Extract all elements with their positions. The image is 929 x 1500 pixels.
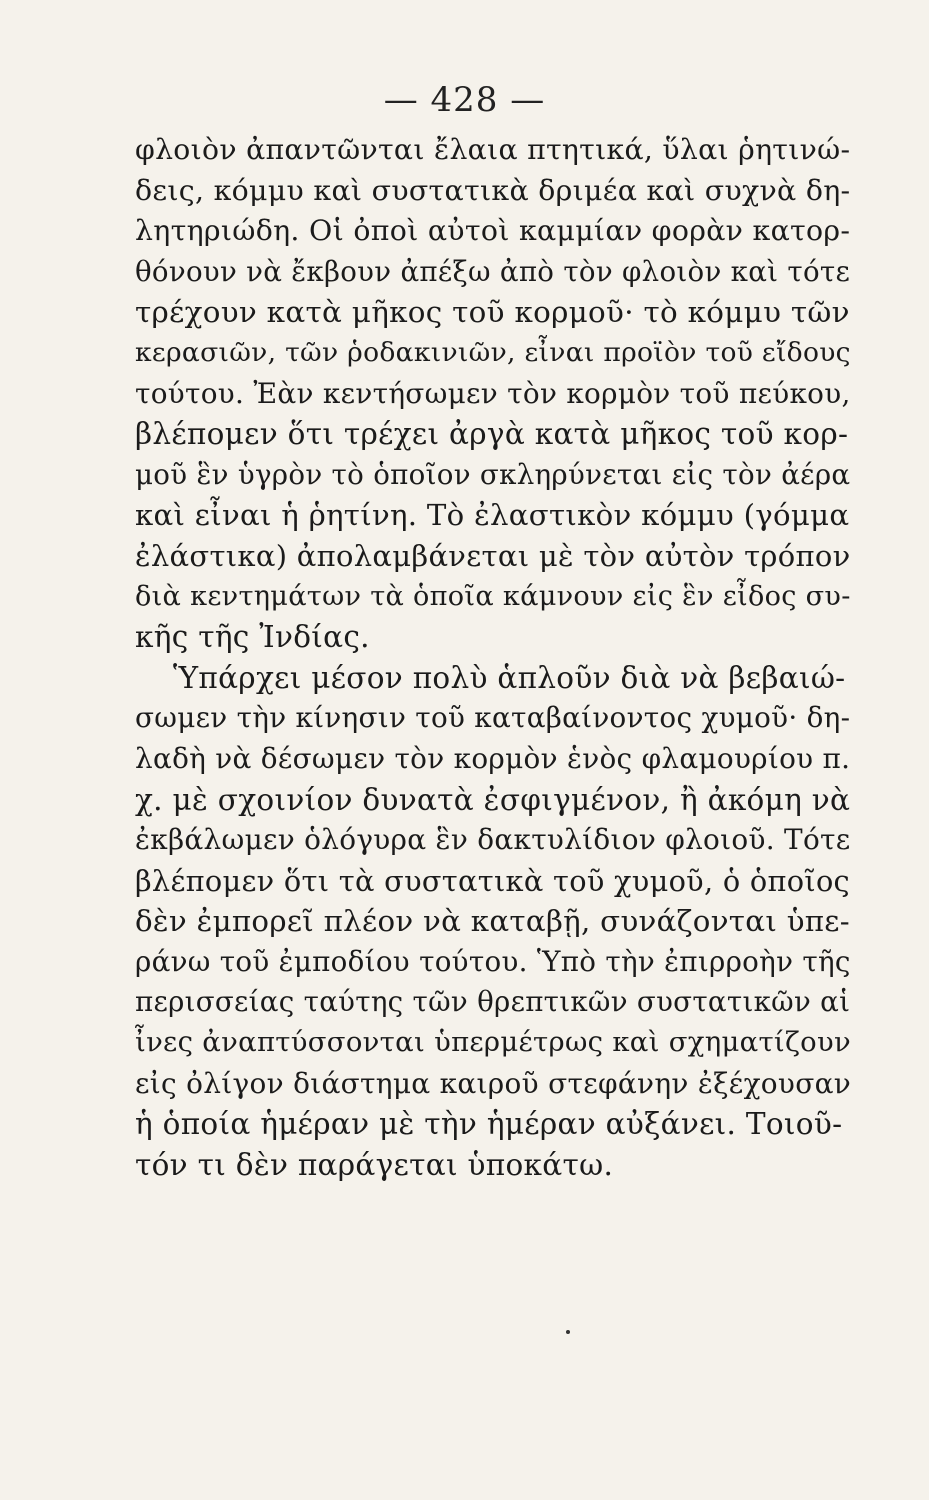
text-line: κερασιῶν, τῶν ῥοδακινιῶν, εἶναι προϊὸν τοῦ εἴδους — [135, 336, 851, 368]
text-line: ἡ ὁποία ἡμέραν μὲ τὴν ἡμέραν αὐξάνει. Τοιοῦ- — [135, 1107, 843, 1142]
page-number: — 428 — — [383, 80, 546, 120]
text-line: ράνω τοῦ ἐμποδίου τούτου. Ὑπὸ τὴν ἐπιρροὴν τῆς — [135, 944, 851, 978]
text-line: ἐκβάλωμεν ὁλόγυρα ἓν δακτυλίδιον φλοιοῦ. Τότε — [135, 823, 851, 857]
text-line: ἐλάστικα) ἀπολαμβάνεται μὲ τὸν αὐτὸν τρόπον — [135, 538, 851, 573]
text-line: τόν τι δὲν παράγεται ὑποκάτω. — [135, 1147, 614, 1182]
text-line: βλέπομεν ὅτι τὰ συστατικὰ τοῦ χυμοῦ, ὁ ὁποῖος — [135, 863, 850, 898]
text-line: μοῦ ἓν ὑγρὸν τὸ ὁποῖον σκληρύνεται εἰς τὸν ἀέρα — [135, 457, 851, 491]
text-line: τρέχουν κατὰ μῆκος τοῦ κορμοῦ· τὸ κόμμυ τῶν — [135, 295, 850, 330]
text-line: περισσείας ταύτης τῶν θρεπτικῶν συστατικῶν αἱ — [135, 985, 851, 1019]
text-line: βλέπομεν ὅτι τρέχει ἀργὰ κατὰ μῆκος τοῦ κορ- — [135, 417, 849, 452]
text-line: τούτου. Ἐὰν κεντήσωμεν τὸν κορμὸν τοῦ πεύκου, — [135, 376, 851, 410]
text-line: δὲν ἐμπορεῖ πλέον νὰ καταβῇ, συνάζονται ὑπε- — [135, 904, 850, 939]
text-line: ἶνες ἀναπτύσσονται ὑπερμέτρως καὶ σχηματίζουν — [135, 1027, 851, 1059]
text-line: εἰς ὀλίγον διάστημα καιροῦ στεφάνην ἐξέχουσαν — [135, 1066, 852, 1100]
text-line: φλοιὸν ἀπαντῶνται ἔλαια πτητικά, ὕλαι ῥητινώ- — [135, 133, 851, 166]
text-line: Ὑπάρχει μέσον πολὺ ἁπλοῦν διὰ νὰ βεβαιώ- — [173, 660, 846, 695]
text-line: διὰ κεντημάτων τὰ ὁποῖα κάμνουν εἰς ἓν εἶδος συ- — [135, 580, 851, 612]
text-line: λητηριώδη. Οἱ ὀποὶ αὐτοὶ καμμίαν φορὰν κατορ- — [135, 214, 851, 248]
text-line: καὶ εἶναι ἡ ῥητίνη. Τὸ ἐλαστικὸν κόμμυ (γόμμα — [135, 498, 850, 533]
text-line: σωμεν τὴν κίνησιν τοῦ καταβαίνοντος χυμοῦ· δη- — [135, 701, 851, 735]
text-line: δεις, κόμμυ καὶ συστατικὰ δριμέα καὶ συχνὰ δη- — [135, 173, 851, 207]
body-text — [135, 130, 850, 1185]
text-line: θόνουν νὰ ἔκβουν ἀπέξω ἀπὸ τὸν φλοιὸν καὶ τότε — [135, 254, 851, 288]
text-line: λαδὴ νὰ δέσωμεν τὸν κορμὸν ἑνὸς φλαμουρίου π. — [135, 741, 851, 775]
ink-speck — [566, 1330, 570, 1334]
text-line: χ. μὲ σχοινίον δυνατὰ ἐσφιγμένον, ἢ ἀκόμη νὰ — [135, 782, 851, 817]
text-line: κῆς τῆς Ἰνδίας. — [135, 620, 370, 655]
